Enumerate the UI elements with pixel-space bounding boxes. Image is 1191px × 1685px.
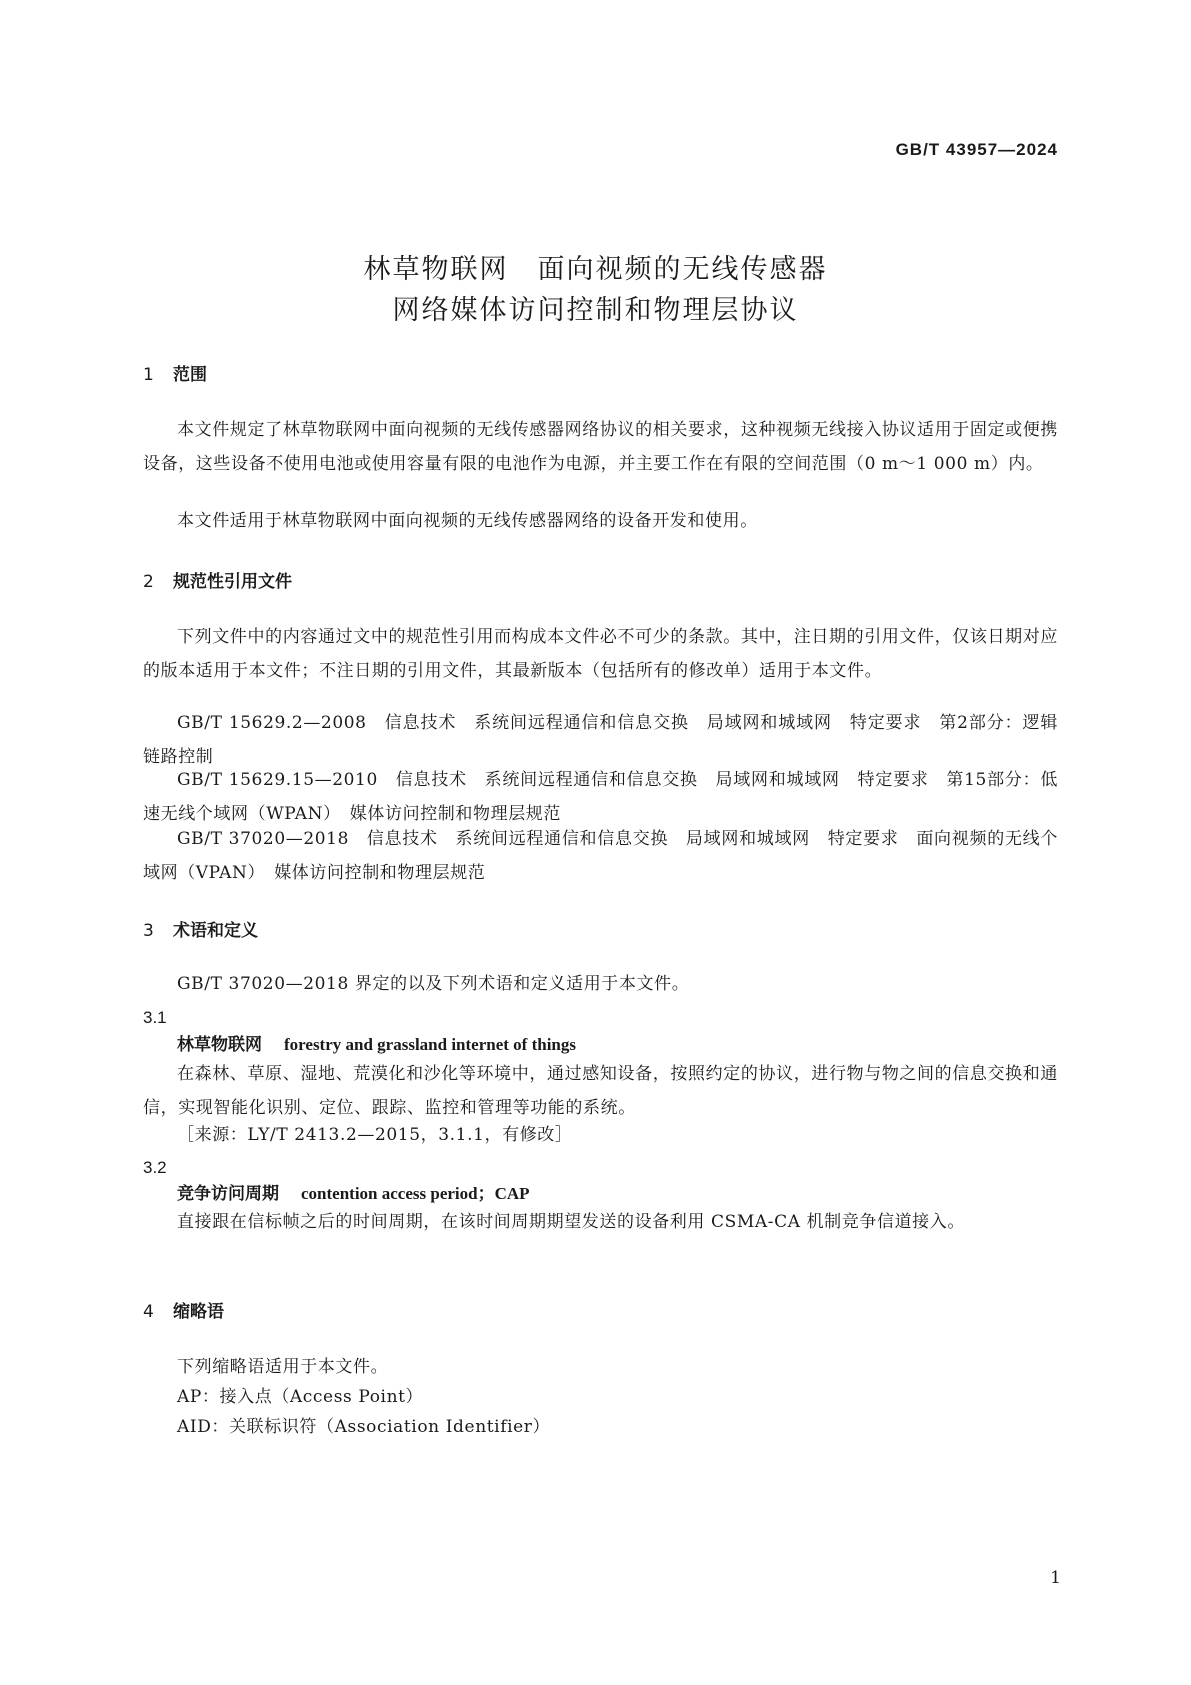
- section-3-intro: GB/T 37020—2018 界定的以及下列术语和定义适用于本文件。: [177, 974, 690, 994]
- abbreviation-item: AP：接入点（Access Point）: [177, 1387, 424, 1407]
- section-2-paragraph-1: 下列文件中的内容通过文中的规范性引用而构成本文件必不可少的条款。其中，注日期的引用文件，仅该日期对应的版本适用于本文件；不注日期的引用文件，其最新版本（包括所有的修改单）适用于本文件。: [143, 627, 1058, 681]
- term-number: 3.1: [143, 1008, 167, 1027]
- section-number: 4: [143, 1302, 154, 1322]
- section-number: 2: [143, 572, 154, 592]
- section-number: 1: [143, 365, 154, 385]
- term-source: ［来源：LY/T 2413.2—2015，3.1.1，有修改］: [177, 1125, 573, 1145]
- term-english: forestry and grassland internet of things: [284, 1035, 576, 1054]
- normative-reference-2: GB/T 15629.15—2010 信息技术 系统间远程通信和信息交换 局域网和城域网 特定要求 第15部分：低速无线个域网（WPAN） 媒体访问控制和物理层规范: [143, 770, 1058, 824]
- page-number: 1: [1050, 1568, 1061, 1588]
- document-title-line-2: 网络媒体访问控制和物理层协议: [392, 295, 799, 326]
- term-definition: 在森林、草原、湿地、荒漠化和沙化等环境中，通过感知设备，按照约定的协议，进行物与物之间的信息交换和通信，实现智能化识别、定位、跟踪、监控和管理等功能的系统。: [143, 1064, 1058, 1118]
- document-title-line-1: 林草物联网 面向视频的无线传感器: [363, 254, 828, 285]
- normative-reference-1: GB/T 15629.2—2008 信息技术 系统间远程通信和信息交换 局域网和城域网 特定要求 第2部分：逻辑链路控制: [143, 713, 1058, 767]
- section-4-heading: [143, 1297, 224, 1322]
- normative-reference-3: GB/T 37020—2018 信息技术 系统间远程通信和信息交换 局域网和城域网 特定要求 面向视频的无线个域网（VPAN） 媒体访问控制和物理层规范: [143, 829, 1058, 883]
- section-title: 术语和定义: [173, 921, 258, 941]
- section-1-paragraph-1: 本文件规定了林草物联网中面向视频的无线传感器网络协议的相关要求，这种视频无线接入协议适用于固定或便携设备，这些设备不使用电池或使用容量有限的电池作为电源，并主要工作在有限的空间范围（0 m～1 000 m）内。: [143, 420, 1058, 474]
- term-chinese: 林草物联网: [177, 1035, 262, 1055]
- standard-code: GB/T 43957—2024: [895, 140, 1058, 159]
- section-title: 缩略语: [173, 1302, 224, 1322]
- section-1-paragraph-2: 本文件适用于林草物联网中面向视频的无线传感器网络的设备开发和使用。: [177, 511, 758, 531]
- term-definition: 直接跟在信标帧之后的时间周期，在该时间周期期望发送的设备利用 CSMA-CA 机制竞争信道接入。: [177, 1212, 965, 1232]
- section-1-heading: [143, 360, 207, 385]
- term-chinese: 竞争访问周期: [177, 1184, 279, 1204]
- term-english: contention access period；CAP: [301, 1184, 530, 1203]
- section-title: 规范性引用文件: [173, 572, 292, 592]
- section-3-heading: [143, 916, 258, 941]
- section-title: 范围: [173, 365, 207, 385]
- section-2-heading: [143, 567, 292, 592]
- term-number: 3.2: [143, 1158, 167, 1177]
- section-number: 3: [143, 921, 154, 941]
- section-4-intro: 下列缩略语适用于本文件。: [177, 1357, 389, 1377]
- abbreviation-item: AID：关联标识符（Association Identifier）: [177, 1417, 551, 1437]
